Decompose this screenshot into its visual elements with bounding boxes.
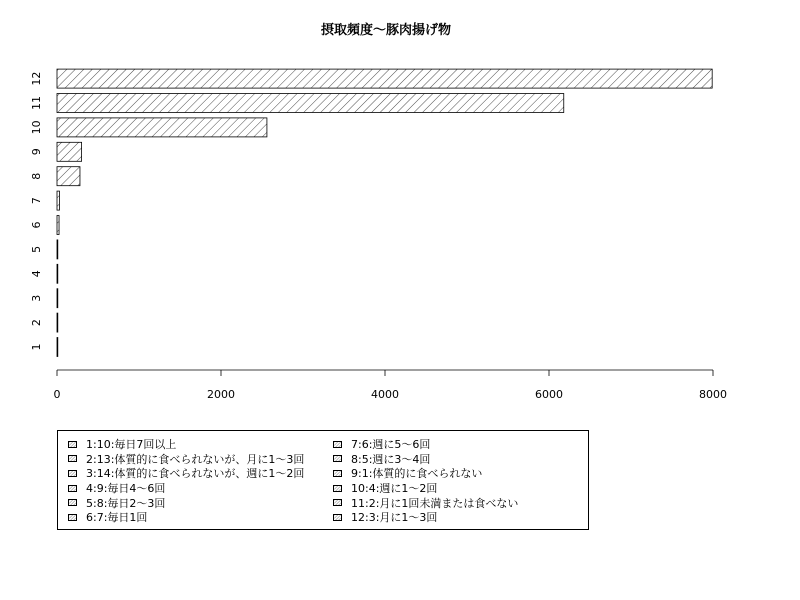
legend-item — [333, 481, 518, 496]
y-tick-label-3: 3 — [30, 294, 43, 302]
x-tick-label-2000: 2000 — [207, 388, 235, 401]
legend-swatch — [68, 514, 77, 521]
legend-label: 6:7:毎日1回 — [86, 511, 148, 525]
legend-swatch — [333, 470, 342, 477]
legend-swatch — [68, 455, 77, 462]
bar-1 — [57, 338, 58, 357]
y-tick-label-11: 11 — [30, 96, 43, 110]
legend-swatch — [333, 499, 342, 506]
y-tick-label-8: 8 — [30, 172, 43, 180]
bar-10 — [57, 118, 267, 137]
y-tick-label-4: 4 — [30, 270, 43, 278]
legend-item — [333, 495, 518, 510]
legend-swatch — [333, 485, 342, 492]
bar-3 — [57, 289, 58, 308]
legend-item — [333, 452, 518, 467]
legend-label: 7:6:週に5～6回 — [351, 438, 431, 452]
chart-title: 摂取頻度～豚肉揚げ物 — [320, 23, 452, 38]
y-tick-label-9: 9 — [30, 148, 43, 156]
bar-5 — [57, 240, 58, 259]
legend-item — [68, 495, 304, 510]
y-tick-label-5: 5 — [30, 245, 43, 253]
y-tick-label-10: 10 — [30, 120, 43, 135]
legend-label: 8:5:週に3～4回 — [351, 452, 431, 466]
legend-label: 1:10:毎日7回以上 — [86, 438, 177, 452]
x-tick-label-8000: 8000 — [699, 388, 727, 401]
y-tick-label-1: 1 — [30, 343, 43, 351]
bar-8 — [57, 167, 80, 186]
legend-label: 3:14:体質的に食べられないが、週に1～2回 — [86, 467, 305, 481]
legend-label: 5:8:毎日2～3回 — [86, 496, 166, 510]
legend-label: 9:1:体質的に食べられない — [351, 467, 483, 481]
legend-swatch — [68, 485, 77, 492]
y-tick-label-12: 12 — [30, 71, 43, 86]
legend-label: 10:4:週に1～2回 — [351, 482, 438, 496]
legend — [57, 430, 589, 530]
legend-label: 2:13:体質的に食べられないが、月に1～3回 — [86, 452, 305, 466]
legend-swatch — [68, 470, 77, 477]
legend-item — [68, 510, 304, 525]
legend-item — [333, 437, 518, 452]
bar-4 — [57, 264, 58, 283]
bar-9 — [57, 142, 82, 161]
bar-12 — [57, 69, 712, 88]
legend-label: 11:2:月に1回未満または食べない — [351, 496, 519, 510]
bar-11 — [57, 94, 564, 113]
bar-2 — [57, 313, 58, 332]
legend-item — [68, 481, 304, 496]
x-tick-label-0: 0 — [53, 388, 61, 401]
x-axis — [54, 370, 728, 401]
legend-item — [333, 466, 518, 481]
x-tick-label-4000: 4000 — [371, 388, 399, 401]
y-tick-label-6: 6 — [30, 221, 43, 229]
legend-column-2 — [333, 437, 518, 525]
legend-swatch — [68, 499, 77, 506]
legend-item — [333, 510, 518, 525]
legend-label: 4:9:毎日4～6回 — [86, 482, 166, 496]
y-tick-label-2: 2 — [30, 319, 43, 327]
legend-swatch — [333, 455, 342, 462]
legend-label: 12:3:月に1～3回 — [351, 511, 438, 525]
legend-item — [68, 466, 304, 481]
legend-column-1 — [68, 437, 304, 525]
legend-item — [68, 437, 304, 452]
legend-item — [68, 452, 304, 467]
legend-swatch — [333, 441, 342, 448]
legend-swatch — [68, 441, 77, 448]
bars-layer — [30, 69, 712, 356]
bar-6 — [57, 216, 59, 235]
y-tick-label-7: 7 — [30, 197, 43, 205]
x-tick-label-6000: 6000 — [535, 388, 563, 401]
legend-swatch — [333, 514, 342, 521]
bar-7 — [57, 191, 59, 210]
